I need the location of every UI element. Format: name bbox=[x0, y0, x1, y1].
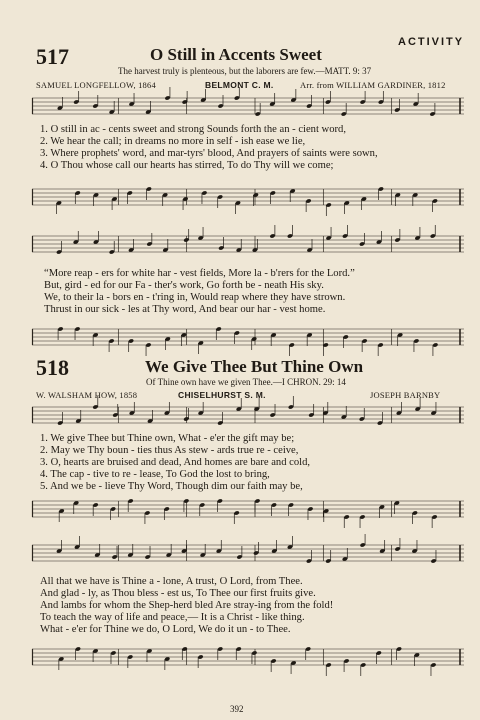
hymn-518-author: W. WALSHAM HOW, 1858 bbox=[36, 390, 138, 400]
verse-line: 4. O Thou whose call our hearts has stirred, To do Thy will we come; bbox=[40, 160, 334, 171]
verse-line: 2. May we Thy boun - ties thus As stew - ards true re - ceive, bbox=[40, 445, 299, 456]
verse-line: 4. The cap - tive to re - lease, To God the lost to bring, bbox=[40, 469, 270, 480]
hymn-518-title: We Give Thee But Thine Own bbox=[145, 357, 364, 376]
verse-line: All that we have is Thine a - lone, A trust, O Lord, from Thee. bbox=[40, 576, 303, 587]
hymn-518-bass-staff-1 bbox=[32, 494, 464, 524]
verse-line: 1. We give Thee but Thine own, What - e'er the gift may be; bbox=[40, 433, 295, 444]
verse-line: 2. We hear the call; in dreams no more in self - ish ease we lie, bbox=[40, 136, 306, 147]
hymn-517-treble-staff-2 bbox=[32, 228, 464, 260]
page-number: 392 bbox=[230, 704, 244, 714]
hymn-517-verses-2 bbox=[44, 268, 472, 316]
hymn-517-number: 517 bbox=[36, 44, 69, 69]
hymn-518-scripture: Of Thine own have we given Thee.—I CHRON. 29: 14 bbox=[146, 377, 346, 387]
hymn-517-author: SAMUEL LONGFELLOW, 1864 bbox=[36, 80, 156, 90]
hymn-518-composer: JOSEPH BARNBY bbox=[370, 390, 441, 400]
verse-line: 5. And we be - lieve Thy Word, Though dim our faith may be, bbox=[40, 481, 303, 492]
verse-line: 1. O still in ac - cents sweet and strong Sounds forth the an - cient word, bbox=[40, 124, 346, 135]
verse-line: 3. O, hearts are bruised and dead, And homes are bare and cold, bbox=[40, 457, 311, 468]
hymn-517-bass-staff-2 bbox=[32, 322, 464, 352]
hymn-517-verses-1 bbox=[40, 124, 468, 172]
verse-line: What - e'er for Thine we do, O Lord, We do it un - to Thee. bbox=[40, 624, 291, 635]
verse-line: But, gird - ed for our Fa - ther's work, Go forth be - neath His sky. bbox=[44, 280, 324, 291]
hymn-518-verses-2 bbox=[40, 576, 468, 636]
hymn-517-bass-staff-1 bbox=[32, 180, 464, 214]
hymn-518-number: 518 bbox=[36, 355, 69, 380]
hymn-517-tune: BELMONT C. M. bbox=[205, 80, 274, 90]
verse-line: Thrust in our sick - les at Thy word, And bear our har - vest home. bbox=[44, 304, 326, 315]
hymn-518-treble-staff-1 bbox=[32, 400, 464, 430]
hymn-518-verses-1 bbox=[40, 433, 468, 493]
hymn-518-tune: CHISELHURST S. M. bbox=[178, 390, 266, 400]
verse-line: “More reap - ers for white har - vest fields, More la - b'rers for the Lord.” bbox=[44, 268, 355, 279]
verse-line: To teach the way of life and peace,— It is a Christ - like thing. bbox=[40, 612, 305, 623]
hymn-518-treble-staff-2 bbox=[32, 536, 464, 570]
hymn-517-composer: Arr. from WILLIAM GARDINER, 1812 bbox=[300, 80, 446, 90]
hymn-518-bass-staff-2 bbox=[32, 640, 464, 674]
verse-line: We, to their la - bors en - t'ring in, Would reap where they have strown. bbox=[44, 292, 346, 303]
verse-line: And lambs for whom the Shep-herd bled Are stray-ing from the fold! bbox=[40, 600, 334, 611]
hymn-517-treble-staff-1 bbox=[32, 92, 464, 120]
verse-line: And glad - ly, as Thou bless - est us, To Thee our first fruits give. bbox=[40, 588, 316, 599]
section-heading: ACTIVITY bbox=[398, 36, 465, 48]
hymn-517-title: O Still in Accents Sweet bbox=[150, 45, 322, 64]
verse-line: 3. Where prophets' word, and mar-tyrs' blood, And prayers of saints were sown, bbox=[40, 148, 378, 159]
hymn-517-scripture: The harvest truly is plenteous, but the laborers are few.—MATT. 9: 37 bbox=[118, 66, 372, 76]
